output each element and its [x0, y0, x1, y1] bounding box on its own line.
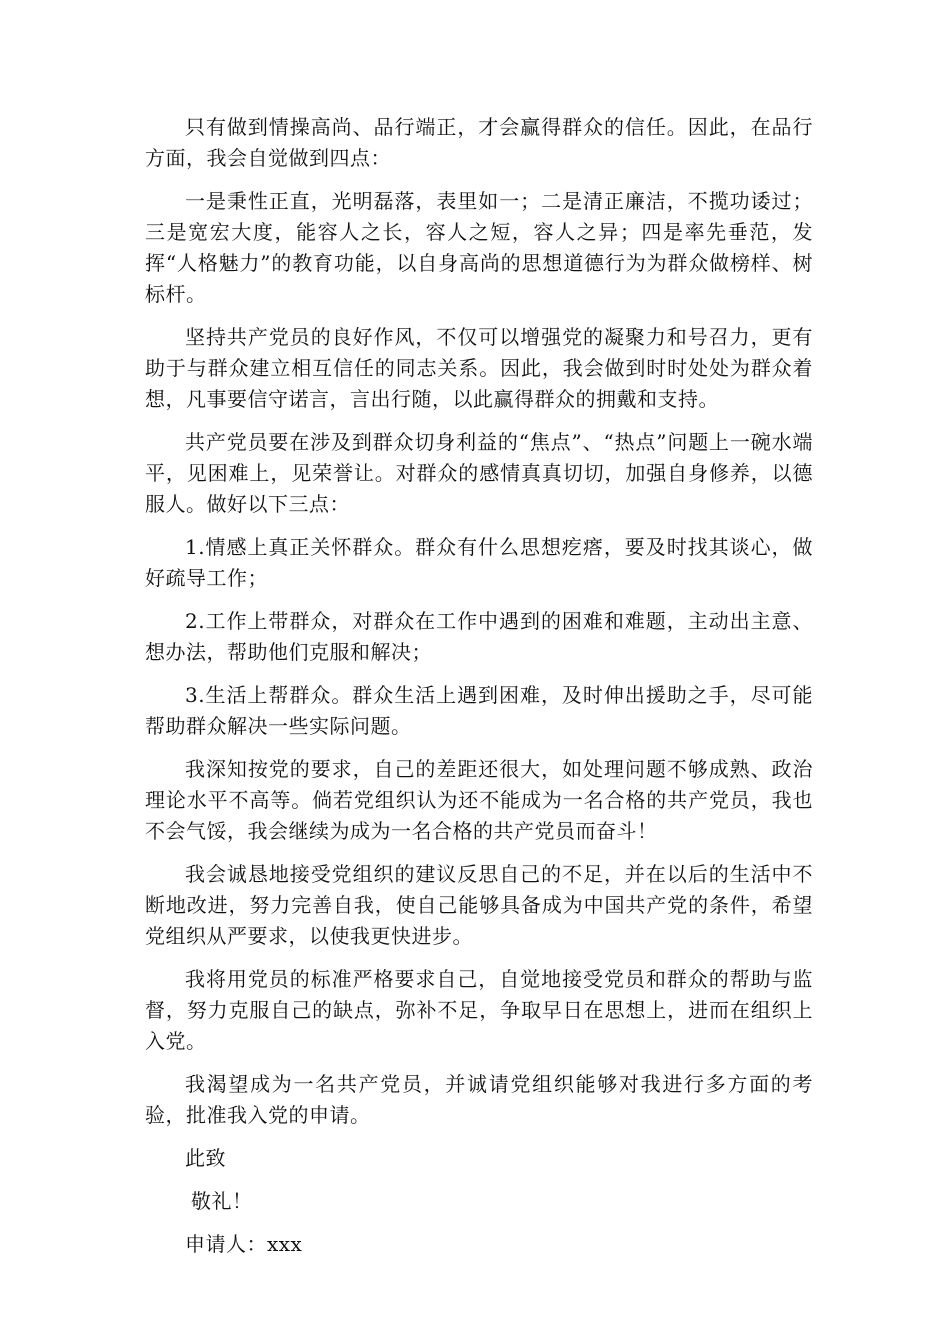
paragraph-point-2: 2.工作上带群众，对群众在工作中遇到的困难和难题，主动出主意、想办法，帮助他们克服和解决；	[145, 609, 813, 664]
document-body	[145, 112, 813, 1260]
paragraph-accept-advice: 我会诚恳地接受党组织的建议反思自己的不足，并在以后的生活中不断地改进，努力完善自我，使自己能够具备成为中国共产党的条件，希望党组织从严要求，以使我更快进步。	[145, 862, 813, 948]
paragraph-hot-issues: 共产党员要在涉及到群众切身利益的“焦点”、“热点”问题上一碗水端平，见困难上，见荣誉让。对群众的感情真真切切，加强自身修养，以德服人。做好以下三点：	[145, 430, 813, 516]
paragraph-request: 我渴望成为一名共产党员，并诚请党组织能够对我进行多方面的考验，批准我入党的申请。	[145, 1072, 813, 1127]
paragraph-moral-character: 只有做到情操高尚、品行端正，才会赢得群众的信任。因此，在品行方面，我会自觉做到四点：	[145, 115, 813, 170]
paragraph-party-standard: 我将用党员的标准严格要求自己，自觉地接受党员和群众的帮助与监督，努力克服自己的缺点，弥补不足，争取早日在思想上，进而在组织上入党。	[145, 967, 813, 1053]
paragraph-four-points: 一是秉性正直，光明磊落，表里如一；二是清正廉洁，不揽功诿过；三是宽宏大度，能容人之长，容人之短，容人之异；四是率先垂范，发挥“人格魅力”的教育功能，以自身高尚的思想道德行为为群众做榜样、树标杆。	[145, 189, 813, 306]
paragraph-shortcomings: 我深知按党的要求，自己的差距还很大，如处理问题不够成熟、政治理论水平不高等。倘若党组织认为还不能成为一名合格的共产党员，我也不会气馁，我会继续为成为一名合格的共产党员而奋斗！	[145, 757, 813, 843]
paragraph-point-1: 1.情感上真正关怀群众。群众有什么思想疙瘩，要及时找其谈心，做好疏导工作；	[145, 535, 813, 590]
paragraph-party-style: 坚持共产党员的良好作风，不仅可以增强党的凝聚力和号召力，更有助于与群众建立相互信任的同志关系。因此，我会做到时时处处为群众着想，凡事要信守诺言，言出行随，以此赢得群众的拥戴和支持。	[145, 325, 813, 411]
paragraph-point-3: 3.生活上帮群众。群众生活上遇到困难，及时伸出援助之手，尽可能帮助群众解决一些实际问题。	[145, 683, 813, 738]
applicant-signature: 申请人：xxx	[185, 1232, 303, 1256]
salutation: 敬礼！	[191, 1189, 253, 1213]
closing-phrase: 此致	[185, 1146, 226, 1170]
